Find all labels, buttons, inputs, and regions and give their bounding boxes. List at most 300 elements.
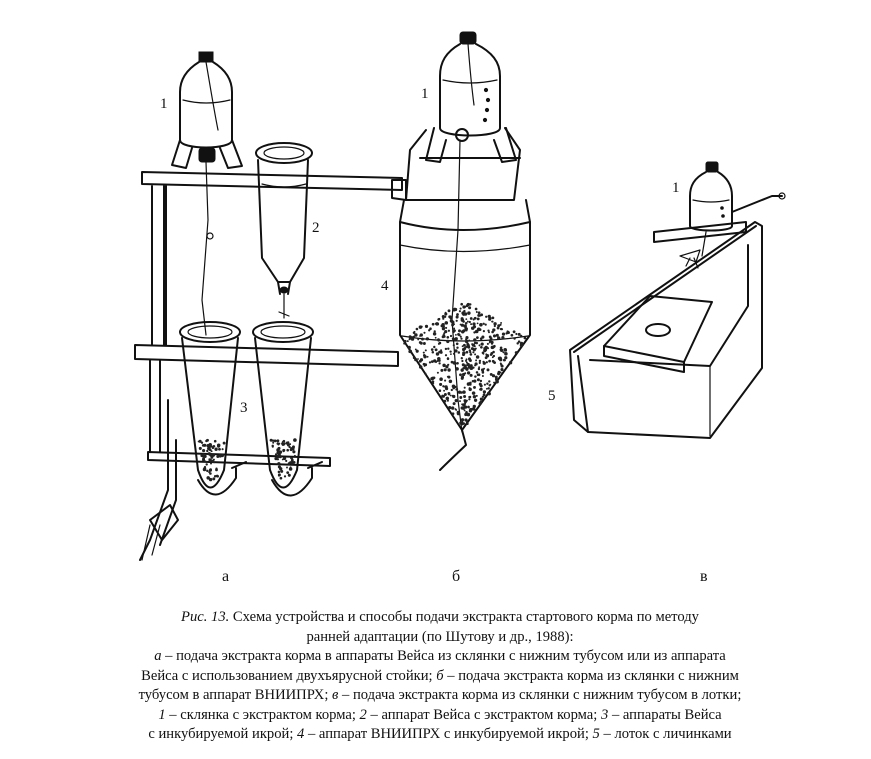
egg-dot xyxy=(499,371,501,373)
egg-dot xyxy=(450,353,452,355)
egg-dot xyxy=(454,338,457,341)
text-5: – лоток с личинками xyxy=(599,726,732,742)
egg-dot xyxy=(464,306,466,308)
egg-dot xyxy=(462,407,465,410)
egg-dot xyxy=(478,373,481,376)
egg-dot xyxy=(461,368,464,371)
egg-dot xyxy=(465,322,468,325)
egg-dot xyxy=(433,359,436,362)
egg-dot xyxy=(417,358,419,360)
egg-dot xyxy=(202,449,205,452)
text-3a: – аппараты Вейса xyxy=(608,706,722,723)
egg-dot xyxy=(483,390,486,393)
egg-dot xyxy=(278,473,281,476)
egg-dot xyxy=(479,344,481,346)
key-5: 5 xyxy=(592,726,600,742)
egg-dot xyxy=(289,467,293,471)
egg-dot xyxy=(465,329,467,331)
egg-dot xyxy=(503,348,507,352)
egg-dot xyxy=(448,315,451,318)
egg-dot xyxy=(464,418,467,421)
egg-dot xyxy=(420,358,423,361)
egg-dot xyxy=(432,351,435,354)
egg-dot xyxy=(442,315,445,318)
egg-dot xyxy=(480,337,483,340)
egg-dot xyxy=(429,361,431,363)
egg-dot xyxy=(464,372,466,374)
egg-dot xyxy=(456,320,458,322)
caption-line-5 xyxy=(95,686,785,706)
egg-dot xyxy=(487,343,489,345)
egg-dot xyxy=(478,368,480,370)
label-v-1: 1 xyxy=(672,180,680,196)
caption-title-line-1 xyxy=(95,608,785,628)
egg-dot xyxy=(221,454,224,457)
egg-dot xyxy=(461,330,464,333)
egg-dot xyxy=(495,378,498,381)
egg-dot xyxy=(443,390,445,392)
egg-dot xyxy=(445,348,447,350)
egg-dot xyxy=(461,357,463,359)
egg-dot xyxy=(445,387,448,390)
egg-dot xyxy=(466,421,468,423)
egg-dot xyxy=(222,448,224,450)
egg-dot xyxy=(482,375,484,377)
egg-dot xyxy=(474,375,476,377)
egg-dot xyxy=(490,337,493,340)
caption-line-3 xyxy=(95,647,785,667)
egg-dot xyxy=(283,440,286,443)
egg-dot xyxy=(473,331,475,333)
egg-dot xyxy=(423,352,425,354)
panel-label-b: б xyxy=(452,568,461,585)
egg-dot xyxy=(451,406,454,409)
text-4: – аппарат ВНИИПРХ с инкубируемой икрой; xyxy=(304,726,593,742)
egg-dot xyxy=(511,334,514,337)
bottle-b xyxy=(440,32,500,136)
egg-dot xyxy=(423,363,426,366)
egg-dot xyxy=(417,338,419,340)
egg-dot xyxy=(491,321,493,323)
egg-dot xyxy=(450,335,452,337)
egg-dot xyxy=(467,371,470,374)
egg-dot xyxy=(499,324,501,326)
egg-dot xyxy=(453,402,456,405)
egg-dot xyxy=(452,385,456,389)
egg-dot xyxy=(473,405,476,408)
egg-dot xyxy=(468,339,470,341)
egg-dot xyxy=(454,349,457,352)
egg-dot xyxy=(487,368,490,371)
egg-dot xyxy=(458,351,461,354)
egg-dot xyxy=(493,382,495,384)
egg-dot xyxy=(479,360,481,362)
egg-dot xyxy=(204,460,206,462)
egg-dot xyxy=(453,328,455,330)
egg-dot xyxy=(480,346,483,349)
egg-dot xyxy=(403,342,405,344)
egg-dot xyxy=(474,353,476,355)
egg-dot xyxy=(483,323,485,325)
egg-dot xyxy=(500,349,503,352)
text-a1: – подача экстракта корма в аппараты Вейса из склянки с нижним тубусом или из аппарата xyxy=(161,648,726,664)
key-v: в xyxy=(332,687,339,703)
egg-dot xyxy=(461,403,463,405)
egg-dot xyxy=(449,350,451,352)
key-1: 1 xyxy=(158,706,166,723)
egg-dot xyxy=(479,362,481,364)
egg-dot xyxy=(484,384,486,386)
egg-dot xyxy=(459,373,462,376)
text-v: – подача экстракта корма из склянки с нижним тубусом в лотки; xyxy=(338,687,742,703)
label-a-1: 1 xyxy=(160,96,168,112)
egg-dot xyxy=(469,396,471,398)
egg-dot xyxy=(408,350,411,353)
egg-dot xyxy=(404,340,407,343)
egg-dot xyxy=(442,327,445,330)
egg-dot xyxy=(424,373,426,375)
egg-dot xyxy=(206,476,210,480)
egg-dot xyxy=(487,392,490,395)
egg-dot xyxy=(467,321,469,323)
egg-dot xyxy=(471,347,474,350)
egg-dot xyxy=(473,395,476,398)
egg-dot xyxy=(286,467,288,469)
egg-dot xyxy=(482,396,484,398)
egg-dot xyxy=(488,380,490,382)
egg-dot xyxy=(438,362,440,364)
egg-dot xyxy=(424,365,426,367)
egg-dot xyxy=(473,338,476,341)
egg-dot xyxy=(458,334,461,337)
egg-dot xyxy=(292,446,295,449)
egg-dot xyxy=(439,389,442,392)
egg-dot xyxy=(292,450,295,453)
panel-label-a: а xyxy=(222,568,230,585)
egg-dot xyxy=(515,351,518,354)
egg-dot xyxy=(520,335,522,337)
egg-dot xyxy=(488,360,491,363)
bottle-v xyxy=(690,162,732,231)
egg-dot xyxy=(485,356,488,359)
egg-dot xyxy=(419,365,422,368)
egg-dot xyxy=(464,312,468,316)
egg-dot xyxy=(290,461,293,464)
egg-dot xyxy=(451,389,453,391)
egg-dot xyxy=(496,334,499,337)
egg-dot xyxy=(278,444,280,446)
text-3b: с инкубируемой икрой; xyxy=(148,726,298,742)
egg-dot xyxy=(203,467,206,470)
key-b: б xyxy=(436,667,444,684)
egg-dot xyxy=(437,372,439,374)
egg-dot xyxy=(209,468,212,471)
egg-dot xyxy=(407,340,409,342)
egg-dot xyxy=(447,348,449,350)
egg-dot xyxy=(462,363,465,366)
egg-dot xyxy=(469,359,472,362)
egg-dot xyxy=(476,355,480,359)
egg-dot xyxy=(279,455,282,458)
egg-dot xyxy=(277,462,280,465)
egg-dot xyxy=(453,353,455,355)
egg-dot xyxy=(277,447,280,450)
egg-dot xyxy=(456,316,458,318)
egg-dot xyxy=(448,406,451,409)
key-3: 3 xyxy=(601,706,609,723)
egg-dot xyxy=(415,348,417,350)
egg-dot xyxy=(493,334,496,337)
egg-dot xyxy=(206,444,209,447)
egg-dot xyxy=(461,318,464,321)
egg-dot xyxy=(211,455,213,457)
egg-dot xyxy=(458,391,461,394)
egg-dot xyxy=(408,346,411,349)
egg-dot xyxy=(447,368,450,371)
egg-dot xyxy=(210,445,212,447)
egg-dot xyxy=(274,439,277,442)
egg-dot xyxy=(436,352,439,355)
panel-v-drawing xyxy=(548,162,785,438)
egg-dot xyxy=(500,368,503,371)
egg-dot xyxy=(501,328,503,330)
egg-dot xyxy=(437,318,439,320)
egg-dot xyxy=(432,382,434,384)
egg-dot xyxy=(206,439,209,442)
egg-dot xyxy=(459,400,461,402)
egg-dot xyxy=(439,377,443,381)
egg-dot xyxy=(476,311,478,313)
egg-dot xyxy=(476,395,478,397)
egg-dot xyxy=(469,382,472,385)
egg-dot xyxy=(433,332,436,335)
egg-dot xyxy=(431,348,434,351)
egg-dot xyxy=(425,325,428,328)
egg-dot xyxy=(460,303,463,306)
egg-dot xyxy=(506,331,509,334)
egg-dot xyxy=(460,324,462,326)
egg-dot xyxy=(489,317,492,320)
egg-dot xyxy=(463,422,466,425)
egg-dot xyxy=(492,356,494,358)
egg-dot xyxy=(426,337,429,340)
egg-dot xyxy=(475,308,478,311)
egg-dot xyxy=(497,336,500,339)
egg-dot xyxy=(473,325,476,328)
egg-dot xyxy=(440,369,443,372)
egg-dot xyxy=(469,388,472,391)
egg-dot xyxy=(438,359,441,362)
egg-dot xyxy=(465,360,467,362)
egg-dot xyxy=(457,412,460,415)
egg-dot xyxy=(462,351,466,355)
egg-dot xyxy=(470,317,473,320)
egg-dot xyxy=(276,451,279,454)
egg-dot xyxy=(453,329,456,332)
egg-dot xyxy=(442,334,445,337)
egg-dot xyxy=(287,444,290,447)
egg-dot xyxy=(435,337,437,339)
egg-dot xyxy=(438,340,440,342)
egg-dot xyxy=(280,477,283,480)
egg-dot xyxy=(492,317,495,320)
egg-dot xyxy=(274,457,277,460)
egg-dot xyxy=(465,318,467,320)
label-v-5: 5 xyxy=(548,388,556,404)
text-a2: Вейса с использованием двухъярусной стойки; xyxy=(141,667,437,684)
caption-title-text-1: Схема устройства и способы подачи экстракта стартового корма по методу xyxy=(229,609,699,625)
egg-dot xyxy=(216,475,219,478)
panel-label-v: в xyxy=(700,568,708,585)
egg-dot xyxy=(489,384,491,386)
weiss-apparatus-2 xyxy=(256,143,312,318)
egg-dot xyxy=(476,342,478,344)
key-2: 2 xyxy=(359,706,367,723)
egg-mass-a-right xyxy=(270,438,297,479)
egg-dot xyxy=(421,338,424,341)
egg-dot xyxy=(476,371,479,374)
egg-dot xyxy=(447,358,450,361)
egg-dot xyxy=(440,349,442,351)
egg-dot xyxy=(416,328,419,331)
egg-dot xyxy=(279,467,282,470)
label-a-2: 2 xyxy=(312,220,320,236)
egg-dot xyxy=(423,355,426,358)
panel-a-drawing xyxy=(135,52,402,560)
egg-dot xyxy=(468,398,470,400)
egg-dot xyxy=(217,444,221,448)
egg-dot xyxy=(459,310,461,312)
egg-dot xyxy=(463,395,466,398)
egg-dot xyxy=(472,391,476,395)
egg-dot xyxy=(482,351,485,354)
panel-b-drawing xyxy=(381,32,530,470)
bottle-a xyxy=(172,52,242,335)
egg-dot xyxy=(469,321,471,323)
egg-dot xyxy=(473,386,476,389)
egg-dot xyxy=(464,387,466,389)
egg-dot xyxy=(500,364,502,366)
egg-dot xyxy=(461,377,464,380)
egg-dot xyxy=(286,449,289,452)
egg-dot xyxy=(455,408,457,410)
egg-dot xyxy=(475,362,478,365)
egg-dot xyxy=(466,346,468,348)
egg-dot xyxy=(455,399,458,402)
egg-dot xyxy=(206,463,208,465)
egg-dot xyxy=(477,317,480,320)
egg-dot xyxy=(504,356,507,359)
egg-dot xyxy=(285,460,287,462)
egg-dot xyxy=(425,349,427,351)
egg-dot xyxy=(270,439,273,442)
egg-dot xyxy=(444,368,447,371)
egg-dot xyxy=(479,401,482,404)
egg-dot xyxy=(443,365,445,367)
egg-dot xyxy=(486,383,488,385)
egg-dot xyxy=(475,359,477,361)
egg-dot xyxy=(480,380,482,382)
egg-dot xyxy=(207,447,210,450)
egg-dot xyxy=(445,354,447,356)
egg-dot xyxy=(455,367,459,371)
egg-dot xyxy=(471,327,473,329)
larvae-tray xyxy=(570,222,762,438)
caption-line-6 xyxy=(95,706,785,726)
egg-dot xyxy=(468,306,471,309)
egg-dot xyxy=(469,367,473,371)
egg-dot xyxy=(446,397,450,401)
egg-dot xyxy=(452,412,455,415)
egg-dot xyxy=(442,385,444,387)
egg-dot xyxy=(223,442,226,445)
egg-dot xyxy=(218,448,221,451)
egg-dot xyxy=(462,391,464,393)
egg-dot xyxy=(501,336,504,339)
egg-dot xyxy=(451,321,454,324)
egg-dot xyxy=(421,326,423,328)
egg-dot xyxy=(513,330,516,333)
egg-dot xyxy=(446,340,449,343)
egg-dot xyxy=(502,351,504,353)
egg-dot xyxy=(420,342,423,345)
egg-dot xyxy=(463,347,466,350)
egg-dot xyxy=(520,344,523,347)
egg-dot xyxy=(423,332,425,334)
caption-line-4 xyxy=(95,667,785,687)
text-1: – склянка с экстрактом корма; xyxy=(165,706,360,723)
egg-dot xyxy=(485,316,487,318)
egg-dot xyxy=(466,351,469,354)
egg-dot xyxy=(435,323,437,325)
egg-dot xyxy=(419,335,421,337)
egg-dot xyxy=(483,330,485,332)
figure-caption xyxy=(95,608,785,745)
egg-dot xyxy=(446,336,449,339)
egg-dot xyxy=(467,311,470,314)
egg-dot xyxy=(478,314,481,317)
egg-dot xyxy=(480,388,483,391)
egg-dot xyxy=(291,459,294,462)
egg-dot xyxy=(502,332,505,335)
egg-dot xyxy=(427,356,429,358)
egg-dot xyxy=(444,400,447,403)
egg-dot xyxy=(211,450,213,452)
egg-dot xyxy=(465,338,467,340)
egg-dot xyxy=(499,357,502,360)
egg-dot xyxy=(492,360,495,363)
egg-dot xyxy=(513,337,515,339)
egg-dot xyxy=(463,324,467,328)
egg-dot xyxy=(209,458,212,461)
egg-dot xyxy=(463,310,465,312)
egg-dot xyxy=(455,388,457,390)
egg-dot xyxy=(449,380,452,383)
egg-dot xyxy=(472,380,474,382)
egg-dot xyxy=(452,395,454,397)
egg-dot xyxy=(428,329,430,331)
egg-dot xyxy=(492,374,495,377)
egg-dot xyxy=(460,336,462,338)
egg-dot xyxy=(278,471,281,474)
egg-dot xyxy=(433,346,435,348)
key-4: 4 xyxy=(297,726,305,742)
egg-dot xyxy=(282,443,285,446)
egg-dot xyxy=(276,439,279,442)
egg-dot xyxy=(453,344,455,346)
egg-dot xyxy=(485,324,487,326)
egg-dot xyxy=(492,345,495,348)
